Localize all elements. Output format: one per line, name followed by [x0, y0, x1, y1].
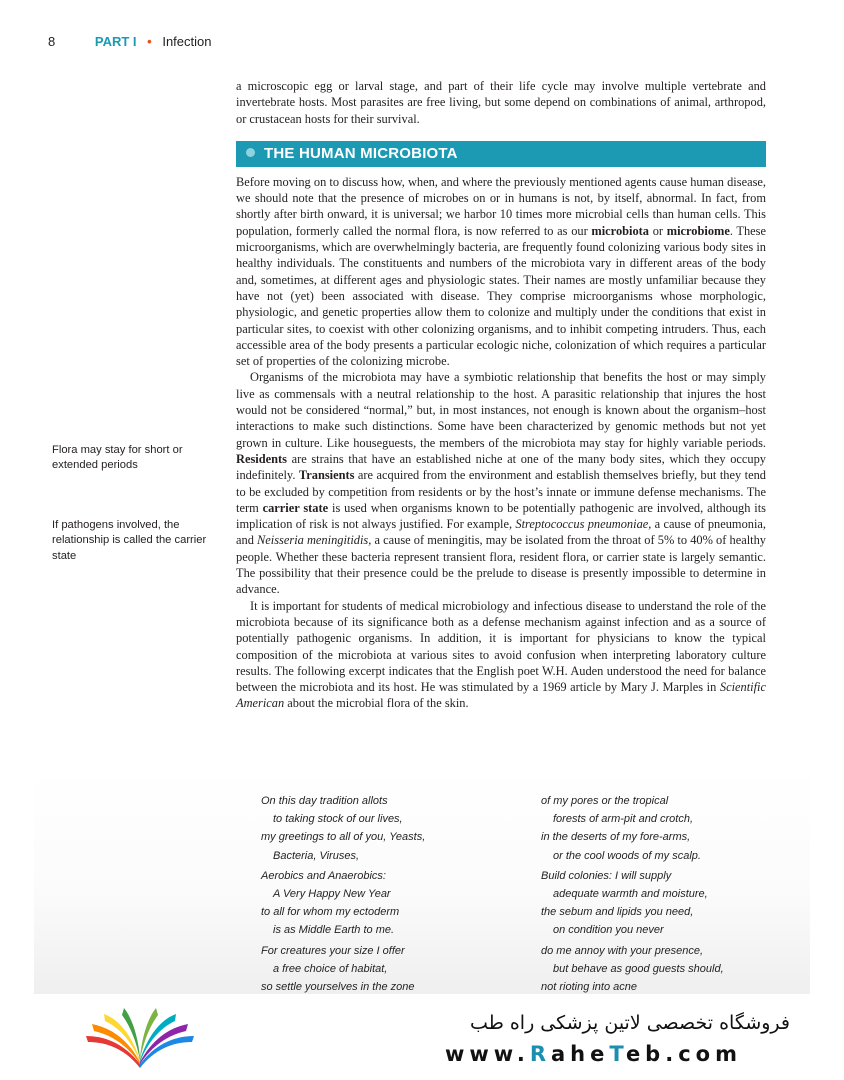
intro-paragraph: a microscopic egg or larval stage, and part of their life cycle may involve multiple vertebrate and invertebrate hosts. Most parasites are free living, but some depend on combinations of animal, arthropod, or crustacean hosts for their survival. — [236, 79, 766, 126]
url-part: R — [529, 1042, 552, 1066]
paragraph-3 — [236, 598, 766, 712]
bullet-circle-icon — [246, 148, 255, 157]
watermark-url — [445, 1042, 795, 1066]
text-run: Before moving on to discuss how, when, and where the previously mentioned agents cause human disease, we should note that the presence of microbes on or in humans is not, by itself, abnormal. In fact, from shortly after birth onward, it is universal; we harbor 10 times more microbial cells than human cells. This population, formerly called the normal flora, is now referred to as our — [236, 174, 766, 238]
poem-stanza — [261, 942, 425, 997]
watermark-footer — [0, 998, 844, 1080]
section-title: THE HUMAN MICROBIOTA — [264, 144, 458, 162]
margin-note-carrier-state: If pathogens involved, the relationship is called the carrier state — [52, 519, 207, 562]
poem-stanza — [261, 867, 425, 940]
page-header — [48, 34, 211, 52]
text-run: . These microorganisms, which are overwhelmingly bacteria, are frequently found colonizing various body sites in healthy individuals. The constituents and numbers of the microbiota vary in different areas of the body and, sometimes, at different ages and physiologic states. Their names are mostly unfamiliar because they have not (yet) been associated with disease. They comprise microorganisms whose morphologic, physiologic, and genetic properties allow them to colonize and multiply under the conditions that exist in particular sites, to coexist with other colonizing organisms, and to inhibit competing intruders. Thus, each accessible area of the body presents a particular ecologic niche, colonization of which requires a particular set of properties of the colonizing microbe. — [236, 223, 767, 369]
poem-line: a free choice of habitat, — [273, 962, 388, 975]
poem-stanza — [261, 792, 425, 865]
key-term-microbiota: microbiota — [591, 223, 650, 238]
poem-line: do me annoy with your presence, — [541, 944, 704, 957]
journal-title: Scientific American — [236, 680, 766, 711]
poem-line: Aerobics and Anaerobics: — [261, 869, 386, 882]
poem-line: Bacteria, Viruses, — [273, 849, 360, 862]
poem-line: For creatures your size I offer — [261, 944, 405, 957]
text-run: are strains that have an established niche at one of the many body sites, which they occupy indefinitely. — [236, 451, 766, 483]
text-run: It is important for students of medical microbiology and infectious disease to understand the role of the microbiota because of its significance both as a defense mechanism against infection and as a source of potentially pathogenic organisms. In addition, it is important for physicians to know the typical composition of the microbiota at various sites to avoid confusion when interpreting laboratory culture results. The following excerpt indicates that the English poet W.H. Auden understood the need for balance between the microbiota and its host. He was stimulated by a 1969 article by Mary J. Marples in — [236, 598, 766, 695]
part-label: PART I — [94, 34, 137, 49]
url-part: T — [609, 1042, 626, 1066]
poem-line: adequate warmth and moisture, — [553, 888, 708, 901]
poem-line: but behave as good guests should, — [553, 962, 724, 975]
poem-line: so settle yourselves in the zone — [261, 981, 415, 994]
chapter-name: Infection — [162, 34, 212, 49]
text-run: a cause of pneumonia, and — [236, 517, 766, 548]
poem-stanza — [541, 792, 724, 865]
poem-stanza — [541, 867, 724, 940]
poem-line: not rioting into acne — [541, 981, 638, 994]
text-run: about the microbial flora of the skin. — [284, 696, 469, 711]
poem-line: to taking stock of our lives, — [273, 813, 403, 826]
poem-line: of my pores or the tropical — [541, 795, 669, 807]
header-bullet-icon: • — [147, 34, 152, 49]
text-run: or — [649, 223, 667, 238]
species-name: Neisseria meningitidis, — [257, 533, 372, 548]
poem-line: forests of arm-pit and crotch, — [553, 813, 693, 826]
poem-stanza — [541, 942, 724, 997]
key-term-residents: Residents — [236, 451, 287, 466]
poem-column-2 — [541, 792, 724, 998]
text-run: a cause of meningitis, may be isolated from the throat of 5% to 40% of healthy people. Whether these bacteria represent transient flora, resident flora, or carrier state is largely semantic. The possibility that their presence could be the prelude to disease is presently impossible to determine in advance. — [236, 533, 766, 597]
text-run: are acquired from the environment and establish themselves briefly, but they tend to be excluded by competition from residents or by the host’s innate or immune defense mechanisms. The term — [236, 468, 766, 515]
key-term-microbiome: microbiome — [666, 223, 730, 238]
url-part: ahe — [551, 1042, 610, 1066]
poem-line: On this day tradition allots — [261, 795, 388, 807]
paragraph-2 — [236, 369, 766, 597]
poem-line: A Very Happy New Year — [273, 888, 391, 901]
section-heading-banner — [236, 141, 766, 167]
poem-line: in the deserts of my fore-arms, — [541, 831, 691, 844]
poem-line: Build colonies: I will supply — [541, 869, 672, 882]
page-number: 8 — [48, 34, 56, 49]
poem-line: on condition you never — [553, 924, 664, 937]
text-run: Organisms of the microbiota may have a symbiotic relationship that benefits the host or may simply live as commensals with a neutral relationship to the host. A parasitic relationship that injures the host would not be considered “normal,” but, in most instances, not enough is known about the organism–host interactions to make such distinctions. Some have been characterized by genomic methods but not yet grown in culture. Like houseguests, the members of the microbiota may stay for highly variable periods. — [236, 370, 766, 450]
poem-line: the sebum and lipids you need, — [541, 906, 694, 919]
margin-note-flora: Flora may stay for short or extended periods — [52, 444, 183, 472]
main-text-column — [236, 78, 766, 712]
poem-line: is as Middle Earth to me. — [273, 924, 395, 937]
poem-line: to all for whom my ectoderm — [261, 906, 400, 919]
key-term-transients: Transients — [298, 468, 355, 483]
poem-column-1 — [261, 792, 425, 998]
open-book-logo-icon — [78, 1006, 202, 1072]
text-run: is used when organisms known to be potentially pathogenic are involved, although its implication of risk is not always justified. For example, — [236, 500, 766, 532]
url-part: www. — [445, 1042, 530, 1066]
url-part: eb.com — [625, 1042, 742, 1066]
poem-line: or the cool woods of my scalp. — [553, 849, 701, 862]
watermark-store-name: فروشگاه تخصصی لاتین پزشکی راه طب — [470, 1012, 790, 1034]
species-name: Streptococcus pneumoniae, — [515, 517, 652, 532]
poem-line: my greetings to all of you, Yeasts, — [261, 831, 426, 844]
key-term-carrier-state: carrier state — [262, 500, 329, 515]
paragraph-1 — [236, 174, 766, 370]
